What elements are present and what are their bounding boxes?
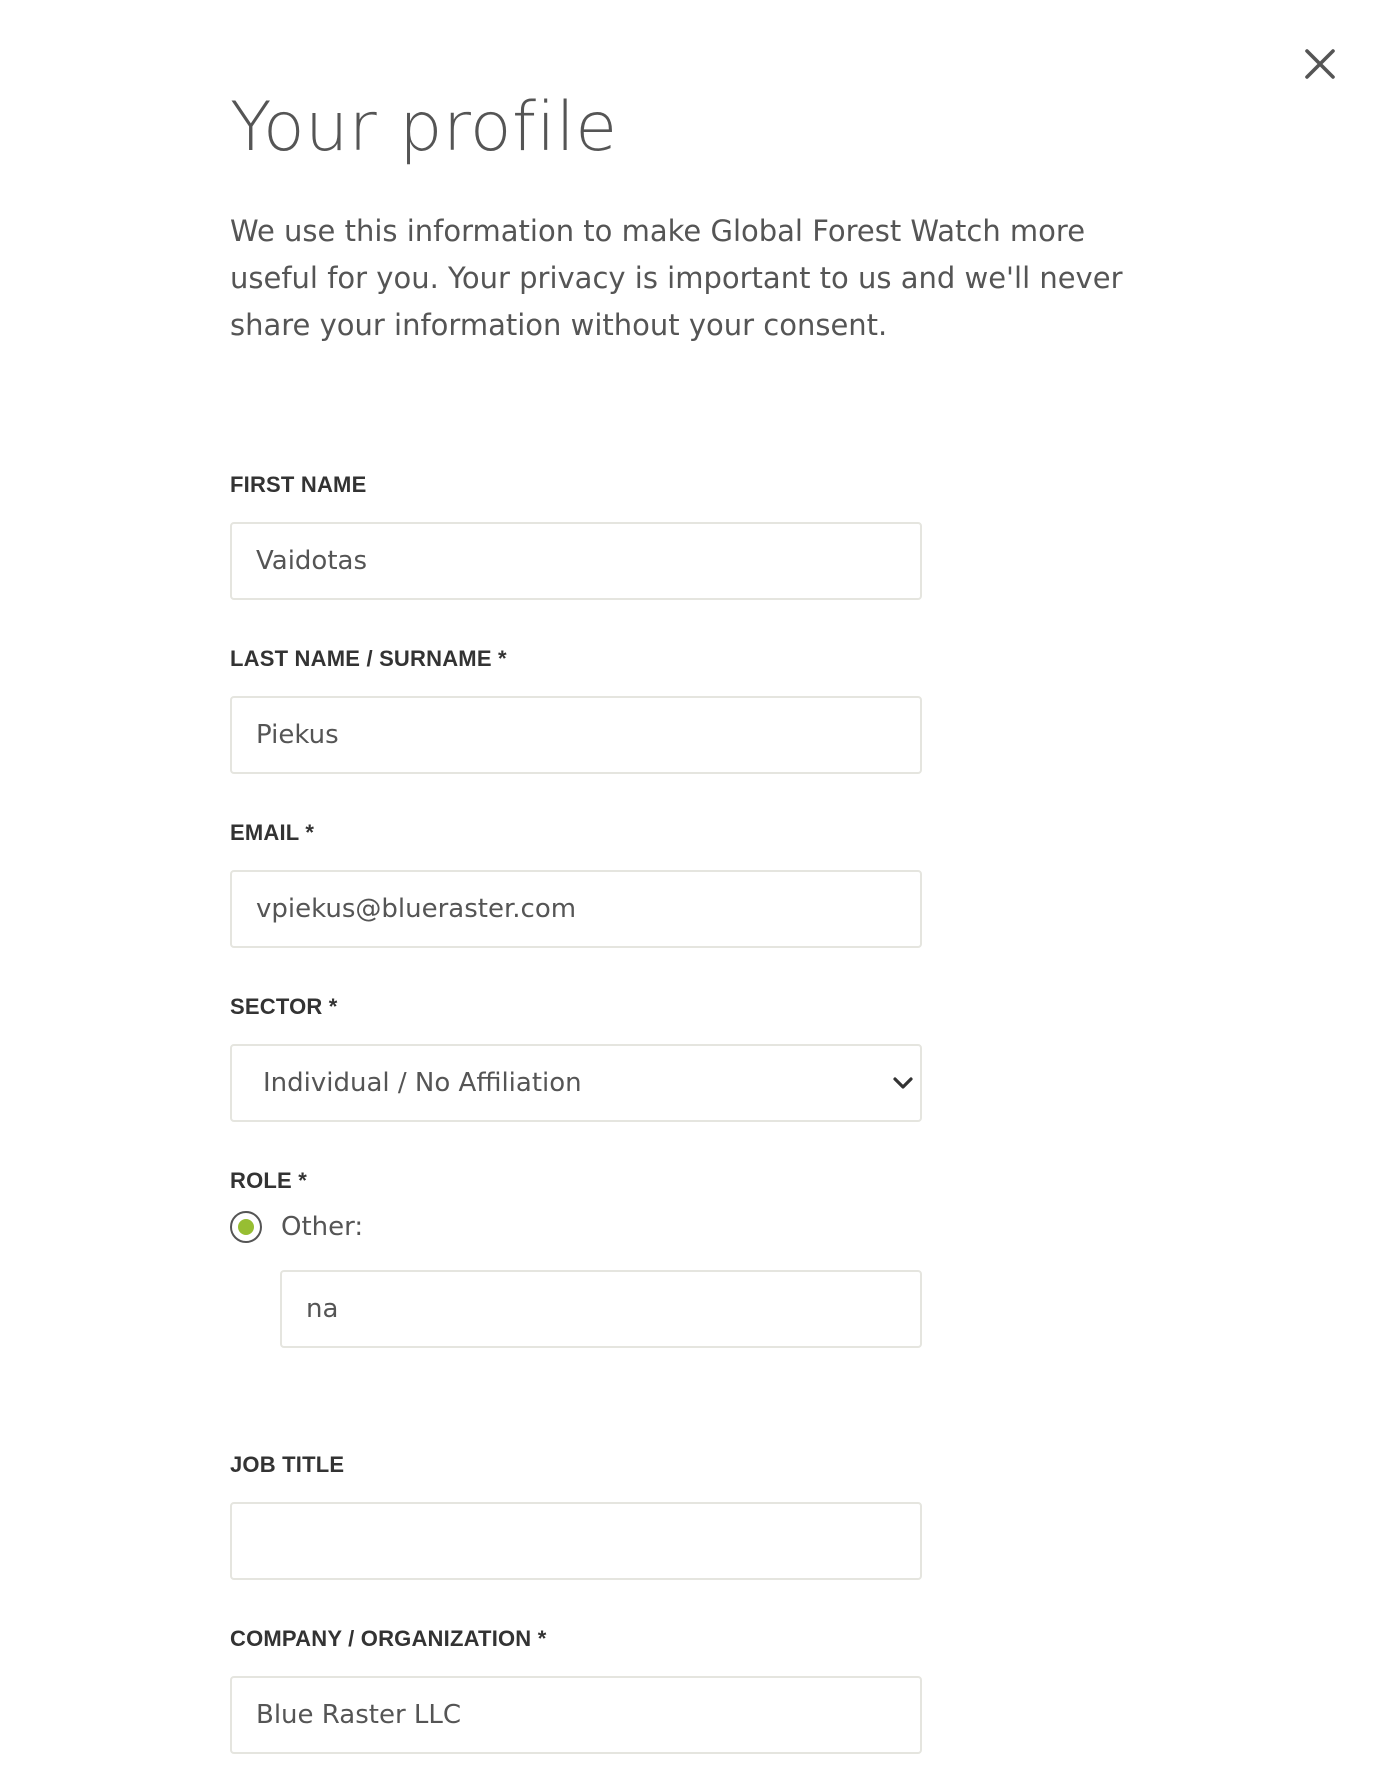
sector-label: SECTOR * bbox=[230, 994, 338, 1019]
role-other-input[interactable] bbox=[280, 1270, 922, 1348]
role-field bbox=[230, 1168, 922, 1194]
close-button[interactable] bbox=[1296, 40, 1344, 88]
first-name-field bbox=[230, 472, 922, 600]
last-name-label: LAST NAME / SURNAME * bbox=[230, 646, 507, 671]
company-input[interactable] bbox=[230, 1676, 922, 1754]
email-field bbox=[230, 820, 922, 948]
first-name-input[interactable] bbox=[230, 522, 922, 600]
job-title-field bbox=[230, 1452, 922, 1580]
intro-text: We use this information to make Global Forest Watch more useful for you. Your privacy is important to us and we'll never share your information without your consent. bbox=[230, 214, 1123, 342]
job-title-label: JOB TITLE bbox=[230, 1452, 345, 1477]
first-name-label: FIRST NAME bbox=[230, 472, 367, 497]
company-label: COMPANY / ORGANIZATION * bbox=[230, 1626, 547, 1651]
sector-field bbox=[230, 994, 922, 1122]
last-name-field bbox=[230, 646, 922, 774]
sector-selected-value: Individual / No Affiliation bbox=[263, 1068, 582, 1098]
role-label: ROLE * bbox=[230, 1168, 307, 1193]
last-name-input[interactable] bbox=[230, 696, 922, 774]
role-option-other[interactable] bbox=[230, 1210, 363, 1244]
radio-selected-dot bbox=[238, 1219, 254, 1235]
job-title-input[interactable] bbox=[230, 1502, 922, 1580]
page-title: Your profile bbox=[230, 88, 618, 167]
role-other-label: Other: bbox=[281, 1212, 364, 1242]
close-icon bbox=[1304, 48, 1336, 80]
chevron-down-icon bbox=[892, 1074, 914, 1092]
company-field bbox=[230, 1626, 922, 1754]
email-label: EMAIL * bbox=[230, 820, 315, 845]
role-other-radio[interactable] bbox=[230, 1211, 262, 1243]
sector-select[interactable] bbox=[230, 1044, 922, 1122]
email-input[interactable] bbox=[230, 870, 922, 948]
